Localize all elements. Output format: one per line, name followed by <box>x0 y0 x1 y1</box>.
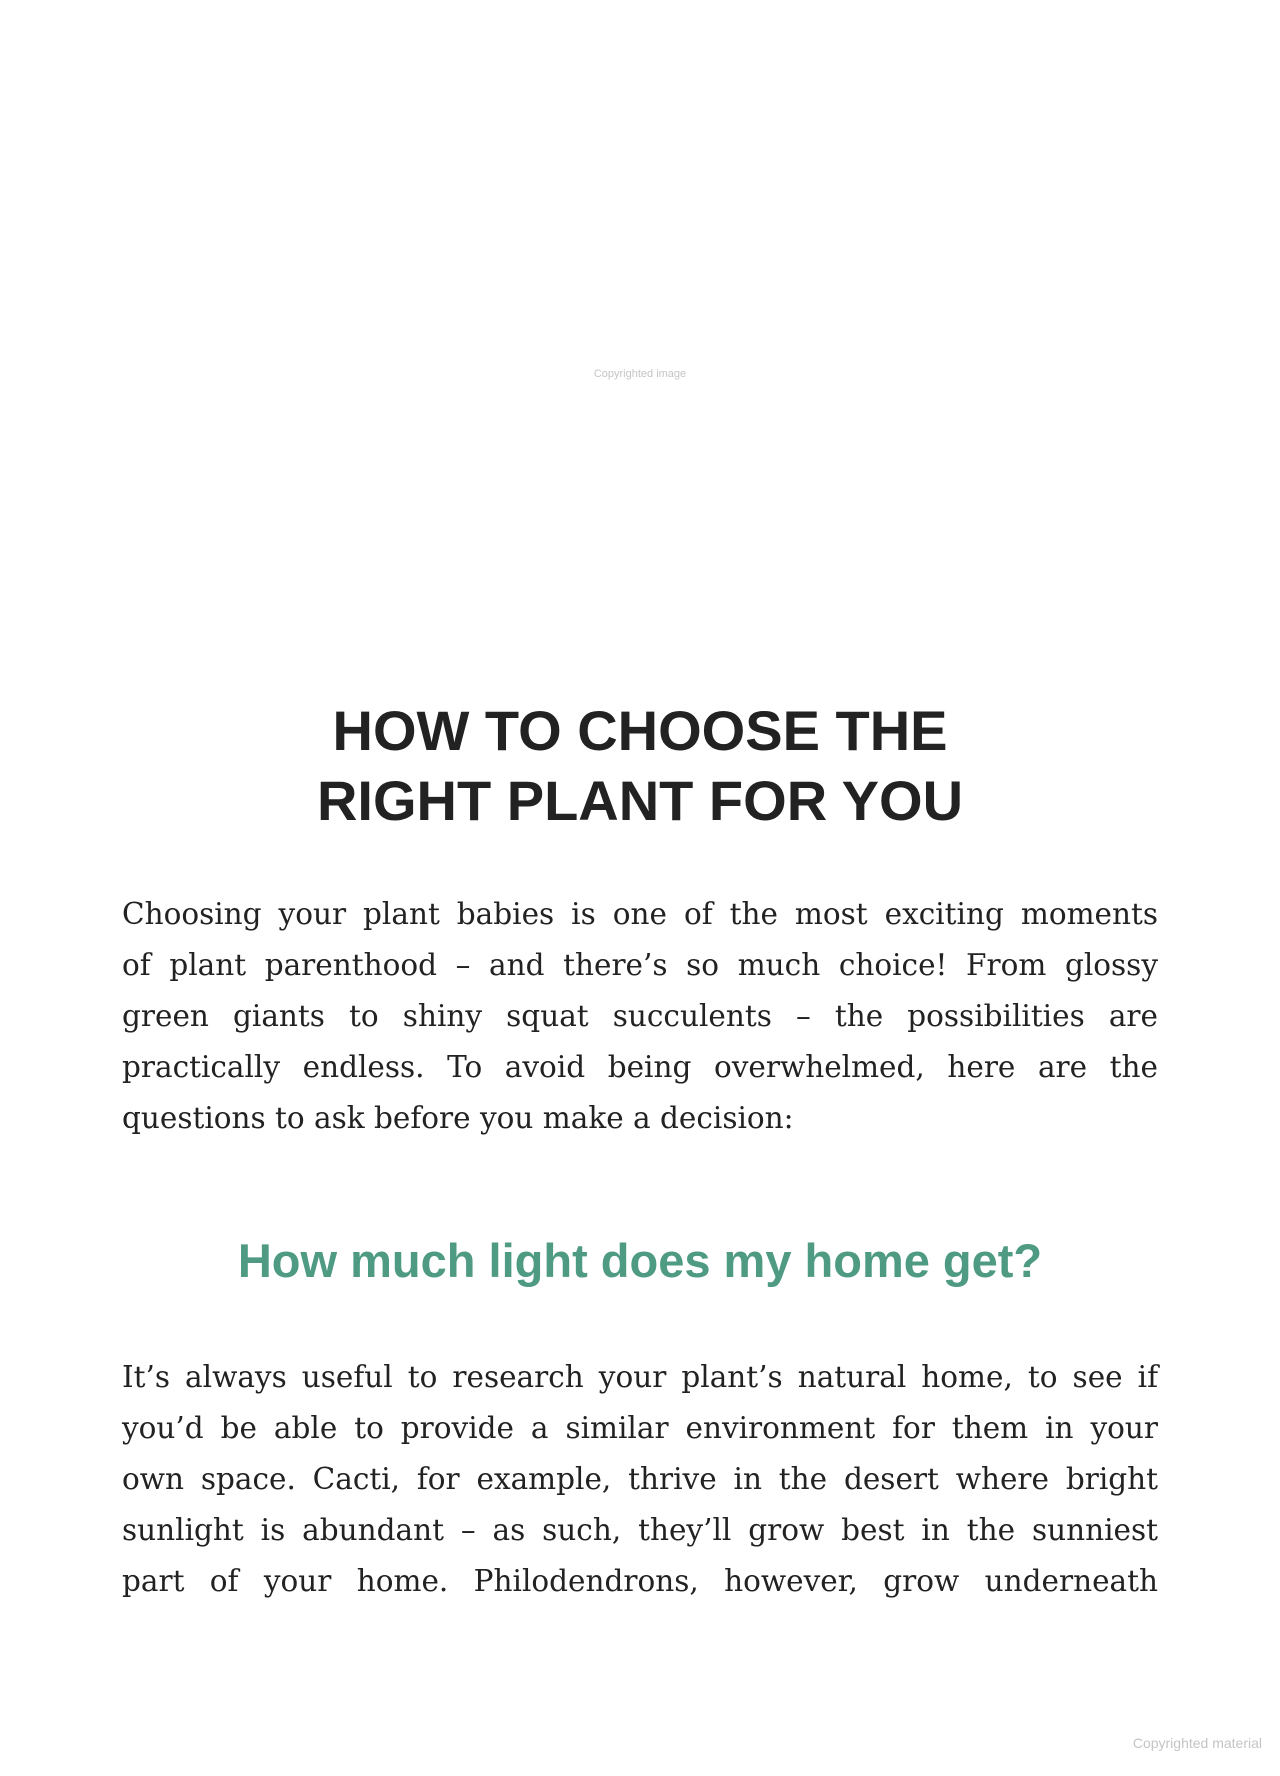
chapter-title <box>0 696 1280 836</box>
light-paragraph <box>122 1352 1158 1607</box>
intro-line-4: practically endless. To avoid being overwhelmed, here are the <box>122 1050 1158 1084</box>
intro-line-1: Choosing your plant babies is one of the most exciting moments <box>122 897 1158 931</box>
copyrighted-image-label: Copyrighted image <box>593 368 687 380</box>
light-line-4: sunlight is abundant – as such, they’ll grow best in the sunniest <box>122 1513 1158 1547</box>
intro-paragraph <box>122 889 1158 1144</box>
chapter-title-line-2: RIGHT PLANT FOR YOU <box>316 769 964 832</box>
section-heading-light: How much light does my home get? <box>237 1234 1043 1287</box>
chapter-title-line-1: HOW TO CHOOSE THE <box>332 699 948 762</box>
chapter-image-placeholder <box>0 0 1280 660</box>
light-line-3: own space. Cacti, for example, thrive in the desert where bright <box>122 1462 1158 1496</box>
copyright-watermark: Copyrighted material <box>1132 1735 1262 1751</box>
intro-line-5: questions to ask before you make a decision: <box>122 1101 794 1135</box>
light-line-5: part of your home. Philodendrons, however, grow underneath <box>122 1564 1158 1598</box>
light-line-1: It’s always useful to research your plant’s natural home, to see if <box>122 1360 1158 1394</box>
light-line-2: you’d be able to provide a similar environment for them in your <box>122 1411 1158 1445</box>
intro-line-3: green giants to shiny squat succulents – the possibilities are <box>122 999 1158 1033</box>
intro-line-2: of plant parenthood – and there’s so much choice! From glossy <box>122 948 1158 982</box>
